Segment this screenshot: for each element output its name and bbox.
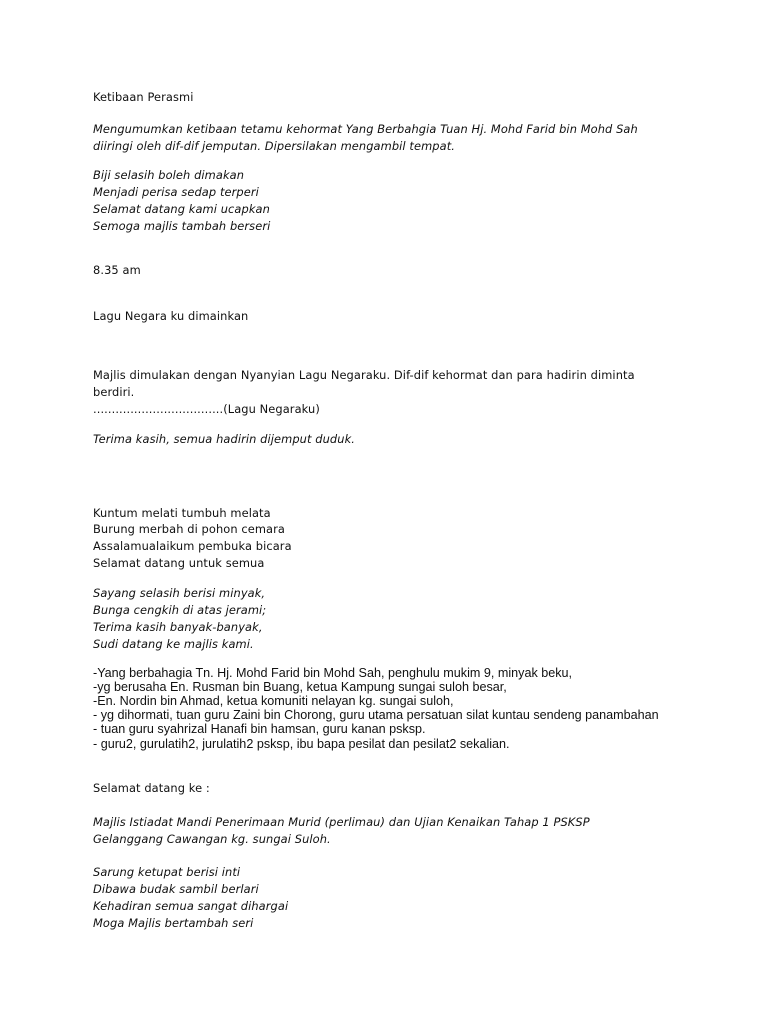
pantun-3-line-2: Bunga cengkih di atas jerami; bbox=[93, 603, 267, 617]
welcome-to: Selamat datang ke : bbox=[93, 781, 210, 795]
pantun-2-line-2: Burung merbah di pohon cemara bbox=[93, 522, 285, 536]
pantun-1-line-1: Biji selasih boleh dimakan bbox=[93, 168, 245, 182]
pantun-2-line-4: Selamat datang untuk semua bbox=[93, 556, 265, 570]
guest-line-3: -En. Nordin bin Ahmad, ketua komuniti nelayan kg. sungai suloh, bbox=[93, 694, 454, 708]
event-line-1: Majlis Istiadat Mandi Penerimaan Murid (perlimau) dan Ujian Kenaikan Tahap 1 PSKSP bbox=[93, 815, 590, 829]
announcement-line-1: Mengumumkan ketibaan tetamu kehormat Yang Berbahgia Tuan Hj. Mohd Farid bin Mohd Sah bbox=[93, 122, 638, 136]
pantun-4-line-4: Moga Majlis bertambah seri bbox=[93, 916, 254, 930]
announcement-line-2: diiringi oleh dif-dif jemputan. Dipersilakan mengambil tempat. bbox=[93, 139, 455, 153]
pantun-4-line-2: Dibawa budak sambil berlari bbox=[93, 882, 259, 896]
event-line-2: Gelanggang Cawangan kg. sungai Suloh. bbox=[93, 832, 331, 846]
time-label: 8.35 am bbox=[93, 263, 141, 277]
pantun-3-line-3: Terima kasih banyak-banyak, bbox=[93, 620, 263, 634]
pantun-4-line-3: Kehadiran semua sangat dihargai bbox=[93, 899, 289, 913]
pantun-1-line-3: Selamat datang kami ucapkan bbox=[93, 202, 270, 216]
pantun-3-line-1: Sayang selasih berisi minyak, bbox=[93, 586, 266, 600]
pantun-2-line-3: Assalamualaikum pembuka bicara bbox=[93, 539, 292, 553]
thanks-line: Terima kasih, semua hadirin dijemput duduk. bbox=[93, 432, 355, 446]
anthem-heading: Lagu Negara ku dimainkan bbox=[93, 309, 249, 323]
anthem-placeholder: ...................................(Lagu Negaraku) bbox=[93, 402, 320, 416]
pantun-4-line-1: Sarung ketupat berisi inti bbox=[93, 865, 241, 879]
pantun-1-line-2: Menjadi perisa sedap terperi bbox=[93, 185, 259, 199]
guest-line-1: -Yang berbahagia Tn. Hj. Mohd Farid bin Mohd Sah, penghulu mukim 9, minyak beku, bbox=[93, 666, 573, 680]
guest-line-6: - guru2, gurulatih2, jurulatih2 psksp, ibu bapa pesilat dan pesilat2 sekalian. bbox=[93, 737, 510, 751]
guest-line-2: -yg berusaha En. Rusman bin Buang, ketua Kampung sungai suloh besar, bbox=[93, 680, 507, 694]
anthem-instruction-line-2: berdiri. bbox=[93, 385, 135, 399]
document-title: Ketibaan Perasmi bbox=[93, 90, 194, 104]
guest-line-4: - yg dihormati, tuan guru Zaini bin Chorong, guru utama persatuan silat kuntau sendeng panambahan bbox=[93, 708, 659, 722]
guest-line-5: - tuan guru syahrizal Hanafi bin hamsan, guru kanan psksp. bbox=[93, 722, 426, 736]
pantun-1-line-4: Semoga majlis tambah berseri bbox=[93, 219, 271, 233]
anthem-instruction-line-1: Majlis dimulakan dengan Nyanyian Lagu Negaraku. Dif-dif kehormat dan para hadirin diminta bbox=[93, 368, 635, 382]
pantun-3-line-4: Sudi datang ke majlis kami. bbox=[93, 637, 254, 651]
pantun-2-line-1: Kuntum melati tumbuh melata bbox=[93, 506, 271, 520]
